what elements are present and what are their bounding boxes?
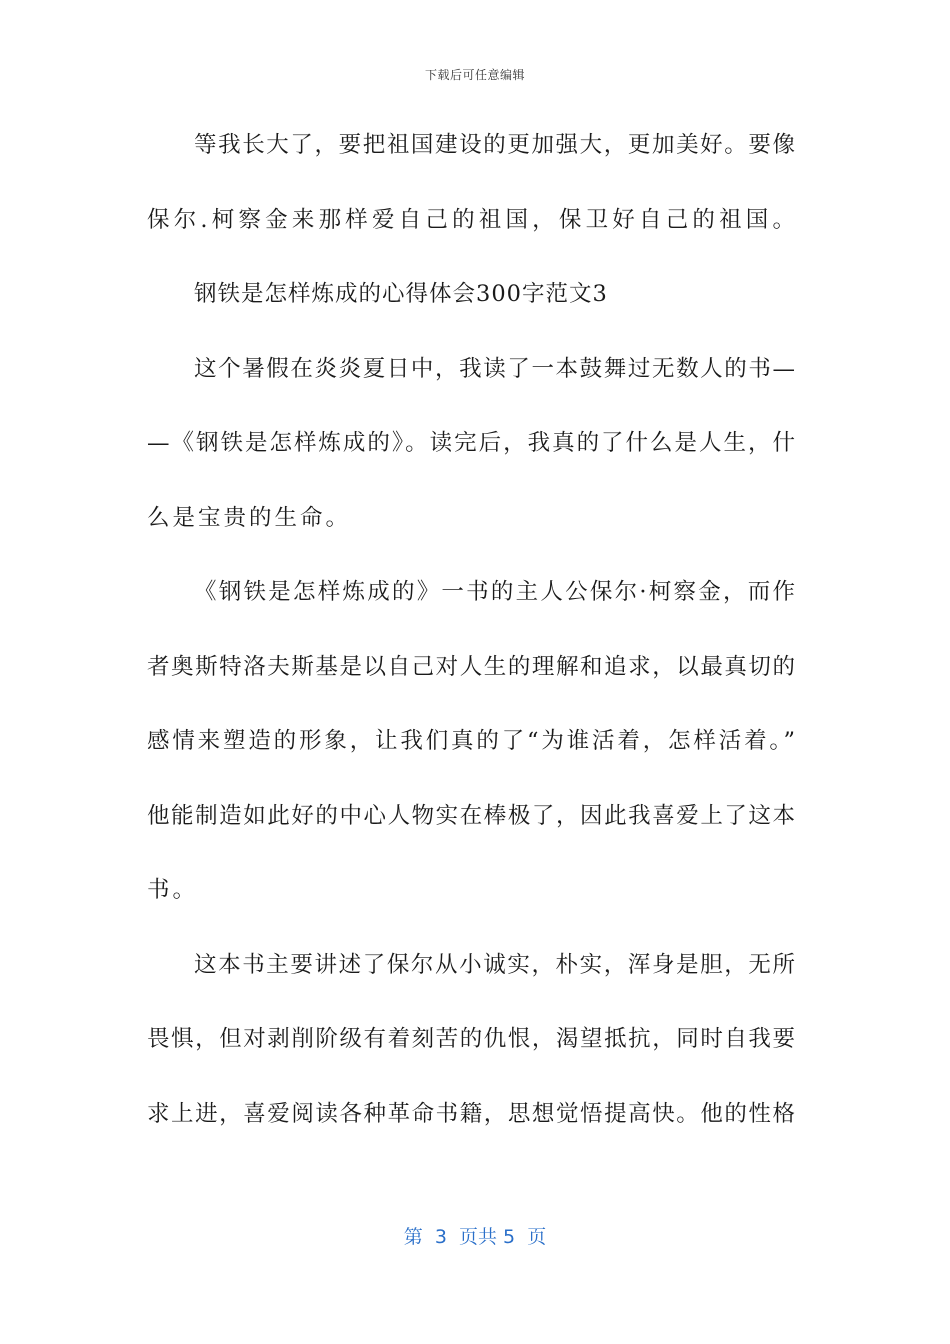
text-line: 这个暑假在炎炎夏日中，我读了一本鼓舞过无数人的书—	[194, 355, 795, 382]
text-line: 等我长大了，要把祖国建设的更加强大，更加美好。要像	[194, 132, 795, 158]
header-note: 下载后可任意编辑	[424, 68, 525, 82]
section-heading: 钢铁是怎样炼成的心得体会300字范文3	[194, 281, 608, 307]
text-line: 么是宝贵的生命。	[147, 504, 352, 531]
text-line: 这本书主要讲述了保尔从小诚实，朴实，浑身是胆，无所	[194, 951, 795, 978]
text-line: 感情来塑造的形象，让我们真的了“为谁活着，怎样活着。”	[147, 728, 795, 754]
text-line: 畏惧，但对剥削阶级有着刻苦的仇恨，渴望抵抗，同时自我要	[147, 1026, 795, 1052]
page-number-footer: 第 3 页共 5 页	[403, 1226, 547, 1248]
text-line: 求上进，喜爱阅读各种革命书籍，思想觉悟提高快。他的性格	[147, 1100, 795, 1127]
text-line: —《钢铁是怎样炼成的》。读完后，我真的了什么是人生，什	[147, 430, 795, 456]
text-line: 《钢铁是怎样炼成的》一书的主人公保尔·柯察金，而作	[194, 579, 795, 605]
text-line: 保尔.柯察金来那样爱自己的祖国，保卫好自己的祖国。	[147, 206, 795, 233]
text-line: 书。	[147, 877, 199, 903]
text-line: 他能制造如此好的中心人物实在棒极了，因此我喜爱上了这本	[147, 802, 795, 829]
document-body	[147, 120, 795, 1163]
text-line: 者奥斯特洛夫斯基是以自己对人生的理解和追求，以最真切的	[147, 653, 795, 680]
